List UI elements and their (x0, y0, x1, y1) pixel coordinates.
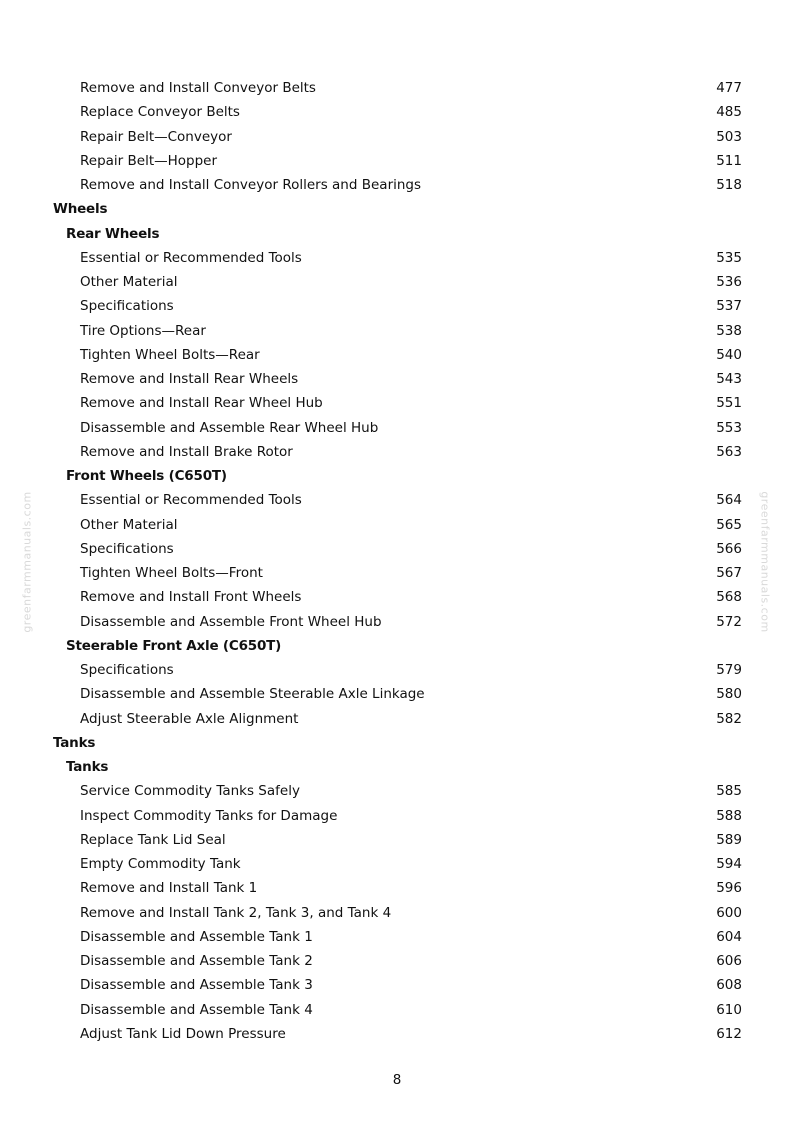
toc-entry-page: 596 (716, 880, 742, 897)
toc-entry-title: Empty Commodity Tank (80, 856, 241, 872)
toc-entry-page: 608 (716, 977, 742, 994)
toc-entry-page: 566 (716, 540, 742, 557)
toc-entry-title: Remove and Install Conveyor Belts (80, 80, 316, 96)
toc-entry-page: 582 (716, 710, 742, 727)
toc-entry-page: 485 (716, 104, 742, 121)
toc-entry-page: 503 (716, 128, 742, 145)
toc-entry-page: 565 (716, 516, 742, 533)
table-of-contents (0, 76, 794, 1046)
toc-entry-page: 610 (716, 1001, 742, 1018)
toc-entry (0, 876, 794, 900)
toc-entry-title: Essential or Recommended Tools (80, 249, 302, 266)
toc-entry-page: 606 (716, 953, 742, 969)
toc-entry-page: 511 (716, 152, 742, 169)
toc-entry-page: 564 (716, 492, 742, 509)
toc-entry-page: 585 (716, 783, 742, 800)
toc-entry-title: Other Material (80, 516, 178, 533)
toc-entry (0, 440, 794, 464)
toc-entry (0, 319, 794, 343)
page-number: 8 (392, 1072, 402, 1088)
toc-entry-title: Tighten Wheel Bolts—Front (80, 565, 263, 581)
toc-subsection-heading (0, 222, 794, 246)
toc-entry (0, 416, 794, 440)
toc-entry-title: Replace Tank Lid Seal (80, 831, 226, 848)
toc-entry-page: 612 (716, 1025, 742, 1042)
toc-entry-page: 604 (716, 928, 742, 945)
toc-entry (0, 246, 794, 270)
toc-section-heading (0, 197, 794, 221)
toc-entry (0, 901, 794, 925)
toc-entry-title: Disassemble and Assemble Steerable Axle Linkage (80, 686, 425, 703)
toc-entry (0, 488, 794, 512)
toc-entry-title: Front Wheels (C650T) (66, 468, 227, 484)
toc-entry-title: Wheels (53, 201, 108, 218)
toc-entry-title: Tanks (53, 734, 96, 751)
toc-entry-title: Specifications (80, 662, 174, 678)
toc-entry (0, 125, 794, 149)
toc-entry (0, 537, 794, 561)
toc-entry-title: Repair Belt—Conveyor (80, 128, 232, 145)
toc-entry (0, 682, 794, 706)
toc-entry-title: Specifications (80, 298, 174, 315)
toc-entry (0, 367, 794, 391)
toc-entry-title: Inspect Commodity Tanks for Damage (80, 807, 338, 824)
toc-entry (0, 804, 794, 828)
toc-entry-page: 589 (716, 831, 742, 848)
toc-entry (0, 561, 794, 585)
toc-entry (0, 391, 794, 415)
toc-entry-title: Disassemble and Assemble Tank 1 (80, 928, 313, 945)
toc-entry-page: 477 (716, 80, 742, 96)
watermark-left: greenfarmmanuals.com (20, 491, 34, 633)
toc-entry-title: Adjust Tank Lid Down Pressure (80, 1025, 286, 1042)
toc-entry (0, 610, 794, 634)
toc-section-heading (0, 731, 794, 755)
toc-entry (0, 925, 794, 949)
toc-entry (0, 949, 794, 973)
toc-entry-title: Tanks (66, 759, 109, 775)
toc-entry-title: Disassemble and Assemble Front Wheel Hub (80, 613, 382, 630)
toc-entry-page: 594 (716, 856, 742, 872)
toc-entry-title: Remove and Install Conveyor Rollers and Bearings (80, 177, 422, 193)
toc-entry-page: 538 (716, 322, 742, 339)
toc-entry-page: 543 (716, 371, 742, 387)
toc-entry-title: Steerable Front Axle (C650T) (66, 637, 282, 654)
toc-entry (0, 998, 794, 1022)
toc-entry (0, 343, 794, 367)
toc-entry-title: Remove and Install Tank 1 (80, 880, 258, 897)
toc-entry-title: Remove and Install Rear Wheel Hub (80, 395, 323, 412)
toc-entry-page: 563 (716, 443, 742, 460)
toc-entry-title: Essential or Recommended Tools (80, 492, 302, 509)
toc-entry-page: 568 (716, 589, 742, 606)
watermark-right: greenfarmmanuals.com (758, 491, 772, 633)
toc-entry (0, 270, 794, 294)
toc-entry (0, 294, 794, 318)
toc-entry (0, 76, 794, 100)
toc-entry (0, 779, 794, 803)
toc-entry-page: 518 (716, 177, 742, 193)
toc-entry-title: Replace Conveyor Belts (80, 104, 240, 121)
toc-entry (0, 585, 794, 609)
toc-entry-title: Other Material (80, 274, 178, 290)
toc-entry (0, 828, 794, 852)
toc-entry-title: Rear Wheels (66, 225, 160, 242)
toc-entry-page: 567 (716, 565, 742, 581)
toc-entry-title: Remove and Install Rear Wheels (80, 371, 299, 387)
toc-entry-page: 588 (716, 807, 742, 824)
toc-entry-title: Tighten Wheel Bolts—Rear (80, 346, 260, 363)
toc-entry-page: 553 (716, 419, 742, 436)
toc-entry-page: 580 (716, 686, 742, 703)
toc-entry-title: Repair Belt—Hopper (80, 152, 218, 169)
toc-entry-page: 535 (716, 249, 742, 266)
toc-entry-title: Adjust Steerable Axle Alignment (80, 710, 299, 727)
toc-subsection-heading (0, 464, 794, 488)
toc-entry-title: Remove and Install Brake Rotor (80, 443, 293, 460)
toc-entry-page: 536 (716, 274, 742, 290)
toc-entry-title: Remove and Install Tank 2, Tank 3, and Tank 4 (80, 904, 392, 921)
toc-entry-page: 600 (716, 904, 742, 921)
toc-entry-title: Service Commodity Tanks Safely (80, 783, 300, 800)
toc-entry (0, 973, 794, 997)
toc-entry-title: Specifications (80, 540, 174, 557)
toc-entry (0, 149, 794, 173)
toc-entry-title: Disassemble and Assemble Tank 2 (80, 953, 313, 969)
toc-entry-title: Remove and Install Front Wheels (80, 589, 302, 606)
toc-entry (0, 658, 794, 682)
toc-entry-title: Tire Options—Rear (80, 322, 206, 339)
toc-entry-page: 551 (716, 395, 742, 412)
toc-subsection-heading (0, 755, 794, 779)
toc-entry (0, 852, 794, 876)
toc-entry (0, 513, 794, 537)
toc-entry-page: 572 (716, 613, 742, 630)
toc-entry (0, 707, 794, 731)
toc-entry (0, 100, 794, 124)
toc-entry-page: 540 (716, 346, 742, 363)
toc-entry-title: Disassemble and Assemble Rear Wheel Hub (80, 419, 379, 436)
toc-entry (0, 173, 794, 197)
toc-entry-title: Disassemble and Assemble Tank 3 (80, 977, 313, 994)
toc-entry-title: Disassemble and Assemble Tank 4 (80, 1001, 313, 1018)
toc-subsection-heading (0, 634, 794, 658)
toc-entry-page: 579 (716, 662, 742, 678)
toc-entry-page: 537 (716, 298, 742, 315)
toc-entry (0, 1022, 794, 1046)
